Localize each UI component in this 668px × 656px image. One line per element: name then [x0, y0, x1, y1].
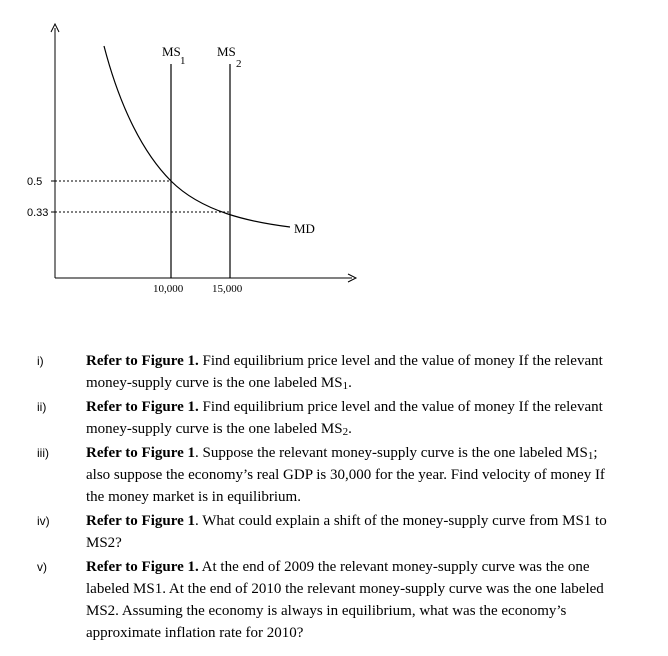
- question-text: [86, 350, 616, 394]
- question-number: i): [37, 354, 44, 368]
- question-reference: Refer to Figure 1.: [86, 399, 199, 415]
- question-reference: Refer to Figure 1: [86, 513, 195, 529]
- question-number: iv): [37, 514, 50, 528]
- question-item: [0, 350, 668, 394]
- question-number: iii): [37, 446, 49, 460]
- question-reference: Refer to Figure 1.: [86, 353, 199, 369]
- question-main: . Suppose the relevant money-supply curve is the one labeled MS: [195, 445, 588, 461]
- question-main: Find equilibrium price level and the value of money If the relevant money-supply curve is the one labeled MS: [86, 399, 603, 437]
- x-tick-label-15000: 15,000: [212, 283, 243, 295]
- question-tail: .: [348, 421, 352, 437]
- question-list: [0, 350, 668, 644]
- question-main: . What could explain a shift of the money-supply curve from MS1 to MS2?: [86, 513, 607, 551]
- ms1-label-subscript: 1: [180, 55, 186, 67]
- x-tick-label-10000: 10,000: [153, 283, 184, 295]
- question-number: ii): [37, 400, 47, 414]
- question-item: [0, 396, 668, 440]
- money-market-figure: [0, 0, 668, 310]
- question-subscript: 1: [342, 380, 349, 392]
- question-subscript: 2: [342, 426, 349, 438]
- ms2-label: MS: [217, 44, 236, 59]
- question-item: [0, 556, 668, 644]
- question-reference: Refer to Figure 1.: [86, 559, 199, 575]
- y-tick-label-0.5: 0.5: [27, 176, 43, 188]
- question-text: [86, 442, 616, 508]
- question-main: Find equilibrium price level and the value of money If the relevant money-supply curve is the one labeled MS: [86, 353, 603, 391]
- ms1-label: MS: [162, 44, 181, 59]
- question-main: At the end of 2009 the relevant money-supply curve was the one labeled MS1. At the end of 2010 the relevant money-supply curve was the one labeled MS2. Assuming the economy is always in equilibrium, what was the economy’s approximate inflation rate for 2010?: [86, 559, 604, 641]
- md-label: MD: [294, 221, 315, 236]
- question-text: [86, 510, 616, 554]
- ms2-label-subscript: 2: [236, 58, 242, 70]
- md-curve: [104, 46, 290, 227]
- question-text: [86, 396, 616, 440]
- question-item: [0, 442, 668, 508]
- question-tail: ; also suppose the economy’s real GDP is 30,000 for the year. Find velocity of money If the money market is in equilibrium.: [86, 445, 605, 505]
- question-text: [86, 556, 616, 644]
- question-number: v): [37, 560, 47, 574]
- question-subscript: 1: [587, 450, 594, 462]
- question-item: [0, 510, 668, 554]
- question-tail: .: [348, 375, 352, 391]
- y-tick-label-0.33: 0.33: [27, 207, 49, 219]
- question-reference: Refer to Figure 1: [86, 445, 195, 461]
